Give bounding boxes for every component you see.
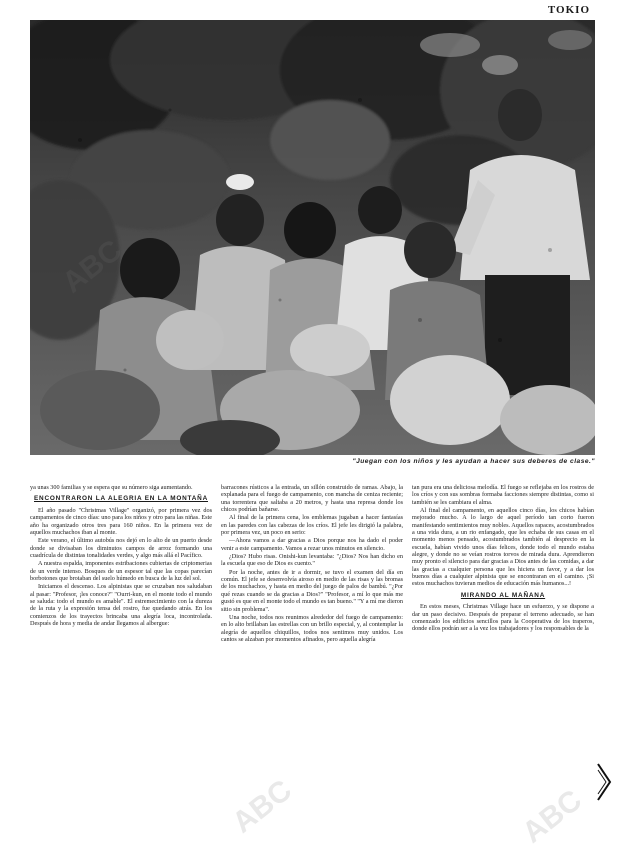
photo-caption: "Juegan con los niños y les ayudan a hacer sus deberes de clase." (352, 458, 595, 465)
paragraph: tan pura era una deliciosa melodía. El fuego se reflejaba en los rostros de los críos y con sus sombras formaba facciones siempre distintas, como si también se les cambiara el alma. (412, 484, 594, 506)
paragraph: El año pasado "Christmas Village" organizó, por primera vez dos campamentos de cinco días: uno para los niños y otro para las niñas. Este año ha organizado otros tres para 160 niños. En la primera vez de aquellos muchachos iban al monte. (30, 506, 212, 536)
watermark-mark: ABC (516, 783, 588, 850)
watermark-mark: ABC (226, 773, 298, 840)
paragraph: ¿Dios? Hubo risas. Onishi-kun levantaba: "¿Dios? Nos han dicho en la escuela que eso de Dios es cuento." (221, 553, 403, 568)
paragraph: Al final del campamento, en aquellos cinco días, los chicos habían mejorado mucho. A lo largo de aquel período tan corto fueron manifestando sentimientos muy nobles. Aquellos rapaces, acostumbrados a una vida dura, a un rio enfangado, que les echaba de sus casas en el momento menos pensado, acostumbrados también al desprecio en la escuela, habían vivido unos días felices, donde todo el mundo estaba alegre, y donde no se veían rostros torvos de mirada dura. Aprendieron muy pronto el silencio para dar gracias a Dios antes de las comidas, a dar las gracias a cualquier persona que les hiciera un favor, y a dar los buenos días a cualquier alpinista que se encontraran en el camino. ¡Si estos muchachos tuvieran medios de educación más humanos...! (412, 507, 594, 588)
paragraph: ya unas 300 familias y se espera que su número siga aumentando. (30, 484, 193, 491)
column-2 (221, 484, 403, 844)
section-heading: MIRANDO AL MAÑANA (460, 591, 546, 599)
section-tag: TOKIO (547, 4, 590, 16)
paragraph: A nuestra espalda, imponentes estribaciones cubiertas de criptomerias de un verde intenso. Bosques de un espesor tal que las copas parecían borbotones que brotaban del suelo húmedo en busca de la luz del sol. (30, 560, 212, 583)
paragraph: Este verano, el último autobús nos dejó en lo alto de un puerto desde donde se divisaban los diminutos campos de arroz formando una cuadrícula de distintas tonalidades verdes, y algo más allá el Pacífico. (30, 537, 212, 559)
paragraph: En estos meses, Christmas Village hace un esfuerzo, y se dispone a dar un paso decisivo. Después de preparar el terreno adecuado, se han comenzado los edificios sencillos para la Cooperativa de los traperos, donde ellos podrán ser a la vez los trabajadores y los responsables de la (412, 603, 594, 633)
column-3 (412, 484, 594, 844)
section-heading: ENCONTRARON LA ALEGRIA EN LA MONTAÑA (34, 495, 208, 503)
article-columns (30, 484, 595, 844)
paragraph: Una noche, todos nos reunimos alrededor del fuego de campamento: en lo alto brillaban las estrellas con un brillo especial, y, al contemplar la alegría de aquellos chiquillos, todos nos sentimos muy unidos. Los cantos se alzaban por momentos afinados, pero aquella alegría (221, 613, 403, 643)
paragraph: —Ahora vamos a dar gracias a Dios porque nos ha dado el poder venir a este campamento. Vamos a rezar unos minutos en silencio. (221, 537, 403, 552)
column-1 (30, 484, 212, 844)
continue-arrow-icon (596, 762, 612, 802)
paragraph: barracones rústicos a la entrada, un sillón construido de ramas. Abajo, la explanada para el fuego de campamento, con mancha de ceniza reciente; una torrentera que saltaba a 20 metros, y hasta una represa donde los chicos podrían bañarse. (221, 484, 403, 514)
photo-image (30, 20, 595, 455)
paragraph: Al final de la primera cena, los emblemas jugaban a hacer fantasías en las paredes con las cabezas de los críos. El jefe les dirigió la palabra, por primera vez, un poco en serio: (221, 514, 403, 537)
paragraph: Por la noche, antes de ir a dormir, se tuvo el examen del día en común. El jefe se desenvolvía airoso en medio de las risas y las bromas de los muchachos, y hasta en medio del juego de palos de bambú. "¿Por qué rezas cuando se da gracias a Dios?" "Profesor, a mí lo que más me gustó es que en el monte todo el mundo es tan bueno." "Y a mí me dieron sitio sin problema". (221, 568, 403, 613)
article-photo (30, 20, 595, 455)
paragraph: Iniciamos el descenso. Los alpinistas que se cruzaban nos saludaban al pasar: "Profesor, ¡les conoce?" "Ourri-kun, en el monte todo el mundo se saluda: todo el mundo es amable". El estremecimiento con la dureza de la ruta y la expresión tensa del rostro, fue quedando atrás. En los comienzos de los trayectos brincaba una alegría loca, incontrolada. Después de hora y media de andar llegamos al albergue: (30, 583, 212, 628)
